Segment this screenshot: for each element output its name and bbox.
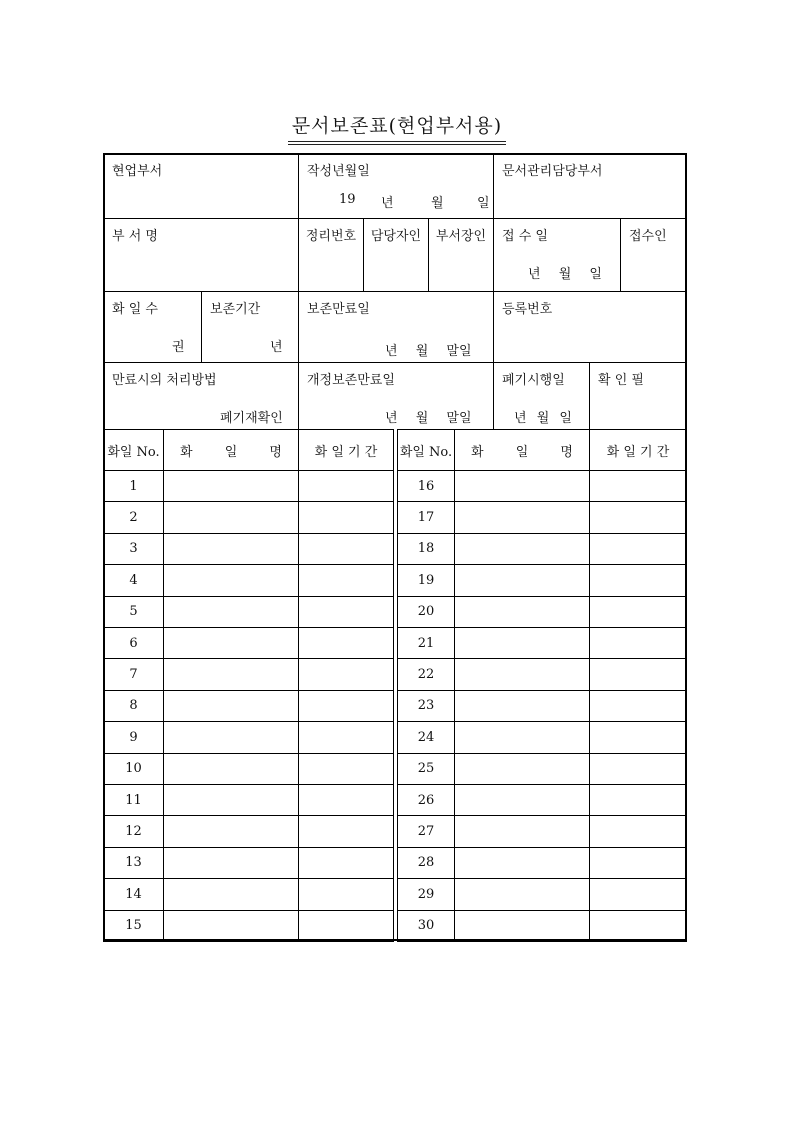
method-label: 만료시의 처리방법: [112, 373, 217, 388]
file-no-cell: 24: [397, 721, 455, 753]
file-name-cell[interactable]: [454, 501, 590, 533]
file-period-cell[interactable]: [589, 690, 687, 722]
reg-no-label: 등록번호: [502, 302, 553, 317]
file-name-cell[interactable]: [454, 753, 590, 785]
file-name-cell[interactable]: [454, 533, 590, 565]
file-no-cell: 27: [397, 815, 455, 847]
file-period-cell[interactable]: [589, 847, 687, 879]
file-no-cell: 28: [397, 847, 455, 879]
file-no-cell: 13: [103, 847, 164, 879]
file-period-cell[interactable]: [589, 564, 687, 596]
file-name-cell[interactable]: [454, 564, 590, 596]
disposal-date: 년 월 일: [514, 411, 572, 426]
file-period-cell[interactable]: [589, 815, 687, 847]
file-name-cell[interactable]: [454, 878, 590, 910]
file-name-cell[interactable]: [454, 784, 590, 816]
file-period-cell[interactable]: [298, 878, 394, 910]
file-name-cell[interactable]: [454, 627, 590, 659]
file-period-cell[interactable]: [298, 533, 394, 565]
file-period-cell[interactable]: [298, 910, 394, 942]
col-header-file-no-right: 화일 No.: [397, 429, 455, 471]
file-name-cell[interactable]: [454, 910, 590, 942]
file-period-cell[interactable]: [589, 596, 687, 628]
received-date: 년 월 일: [528, 267, 602, 282]
confirm-field[interactable]: [589, 362, 687, 430]
file-no-cell: 21: [397, 627, 455, 659]
file-no-cell: 20: [397, 596, 455, 628]
file-no-cell: 23: [397, 690, 455, 722]
person-seal-label: 담당자인: [370, 229, 422, 244]
file-no-cell: 15: [103, 910, 164, 942]
column-double-divider: [393, 429, 398, 941]
created-month-unit: 월: [431, 196, 444, 211]
file-name-cell[interactable]: [454, 815, 590, 847]
disposal-date-field[interactable]: [493, 362, 590, 430]
file-period-cell[interactable]: [589, 878, 687, 910]
file-period-cell[interactable]: [589, 658, 687, 690]
file-name-cell[interactable]: [163, 878, 299, 910]
file-period-cell[interactable]: [298, 470, 394, 502]
file-name-cell[interactable]: [163, 658, 299, 690]
file-name-cell[interactable]: [163, 501, 299, 533]
file-period-cell[interactable]: [298, 784, 394, 816]
file-name-cell[interactable]: [163, 564, 299, 596]
retention-period-label: 보존기간: [210, 302, 261, 317]
file-period-cell[interactable]: [589, 910, 687, 942]
file-name-cell[interactable]: [163, 753, 299, 785]
retention-period-field[interactable]: [201, 291, 299, 363]
file-name-cell[interactable]: [454, 847, 590, 879]
reg-no-field[interactable]: [493, 291, 687, 363]
person-seal-field[interactable]: [363, 218, 429, 292]
dept-label: 현업부서: [112, 164, 163, 179]
confirm-label: 확 인 필: [598, 373, 644, 388]
file-no-cell: 30: [397, 910, 455, 942]
file-no-cell: 11: [103, 784, 164, 816]
col-header-file-name-right: 화 일 명: [454, 429, 590, 471]
receiver-label: 접수인: [629, 229, 667, 244]
arrange-no-label: 정리번호: [305, 229, 357, 244]
file-period-cell[interactable]: [589, 627, 687, 659]
received-label: 접 수 일: [502, 229, 548, 244]
method-value: 폐기재확인: [220, 411, 283, 426]
created-year: 19: [339, 192, 356, 207]
arrange-no-field[interactable]: [298, 218, 364, 292]
file-count-field[interactable]: [103, 291, 202, 363]
file-name-cell[interactable]: [163, 847, 299, 879]
file-name-cell[interactable]: [454, 470, 590, 502]
file-period-cell[interactable]: [298, 753, 394, 785]
created-date-field[interactable]: [298, 153, 494, 219]
retention-period-unit: 년: [270, 340, 283, 355]
file-period-cell[interactable]: [298, 815, 394, 847]
created-year-unit: 년: [381, 196, 394, 211]
col-header-file-period-left: 화 일 기 간: [298, 429, 394, 471]
expiry-date: 년 월 말일: [385, 344, 472, 359]
col-header-file-name-left: 화 일 명: [163, 429, 299, 471]
mgmt-dept-label: 문서관리담당부서: [502, 164, 603, 179]
file-no-cell: 5: [103, 596, 164, 628]
file-period-cell[interactable]: [589, 753, 687, 785]
file-period-cell[interactable]: [589, 501, 687, 533]
file-no-cell: 1: [103, 470, 164, 502]
renewed-expiry-field[interactable]: [298, 362, 494, 430]
disposal-method-field[interactable]: [103, 362, 299, 430]
file-name-cell[interactable]: [163, 784, 299, 816]
disposal-label: 폐기시행일: [502, 373, 565, 388]
file-period-cell[interactable]: [298, 847, 394, 879]
dept-name-label: 부 서 명: [112, 229, 158, 244]
file-name-cell[interactable]: [454, 690, 590, 722]
file-count-unit: 권: [172, 340, 185, 355]
file-no-cell: 26: [397, 784, 455, 816]
file-name-cell[interactable]: [163, 596, 299, 628]
file-count-label: 화 일 수: [112, 302, 158, 317]
mgmt-dept-field[interactable]: [493, 153, 687, 219]
file-no-cell: 14: [103, 878, 164, 910]
file-no-cell: 22: [397, 658, 455, 690]
file-period-cell[interactable]: [298, 690, 394, 722]
file-no-cell: 7: [103, 658, 164, 690]
file-name-cell[interactable]: [163, 470, 299, 502]
file-no-cell: 6: [103, 627, 164, 659]
file-name-cell[interactable]: [454, 658, 590, 690]
file-no-cell: 17: [397, 501, 455, 533]
file-no-cell: 16: [397, 470, 455, 502]
file-name-cell[interactable]: [163, 815, 299, 847]
file-name-cell[interactable]: [163, 690, 299, 722]
dept-name-field[interactable]: [103, 218, 299, 292]
file-name-cell[interactable]: [454, 721, 590, 753]
created-label: 작성년월일: [307, 164, 370, 179]
file-period-cell[interactable]: [589, 533, 687, 565]
file-period-cell[interactable]: [298, 501, 394, 533]
expiry-label: 보존만료일: [307, 302, 370, 317]
form-title: 문서보존표(현업부서용): [0, 111, 794, 145]
file-name-cell[interactable]: [163, 627, 299, 659]
file-period-cell[interactable]: [298, 596, 394, 628]
file-no-cell: 10: [103, 753, 164, 785]
file-name-cell[interactable]: [163, 910, 299, 942]
file-no-cell: 12: [103, 815, 164, 847]
file-name-cell[interactable]: [454, 596, 590, 628]
expiry-date-field[interactable]: [298, 291, 494, 363]
file-name-cell[interactable]: [163, 721, 299, 753]
dept-field[interactable]: [103, 153, 299, 219]
file-no-cell: 29: [397, 878, 455, 910]
file-period-cell[interactable]: [589, 784, 687, 816]
file-period-cell[interactable]: [298, 627, 394, 659]
receiver-field[interactable]: [620, 218, 687, 292]
head-seal-label: 부서장인: [435, 229, 487, 244]
file-no-cell: 3: [103, 533, 164, 565]
col-header-file-no-left: 화일 No.: [103, 429, 164, 471]
file-no-cell: 8: [103, 690, 164, 722]
file-no-cell: 18: [397, 533, 455, 565]
head-seal-field[interactable]: [428, 218, 494, 292]
file-period-cell[interactable]: [298, 721, 394, 753]
col-header-file-period-right: 화 일 기 간: [589, 429, 687, 471]
file-period-cell[interactable]: [589, 721, 687, 753]
file-no-cell: 2: [103, 501, 164, 533]
file-name-cell[interactable]: [163, 533, 299, 565]
file-period-cell[interactable]: [589, 470, 687, 502]
file-period-cell[interactable]: [298, 564, 394, 596]
file-no-cell: 9: [103, 721, 164, 753]
renewed-label: 개정보존만료일: [307, 373, 395, 388]
file-period-cell[interactable]: [298, 658, 394, 690]
file-no-cell: 4: [103, 564, 164, 596]
renewed-date: 년 월 말일: [385, 411, 472, 426]
file-no-cell: 19: [397, 564, 455, 596]
received-date-field[interactable]: [493, 218, 621, 292]
created-day-unit: 일: [477, 196, 490, 211]
file-no-cell: 25: [397, 753, 455, 785]
